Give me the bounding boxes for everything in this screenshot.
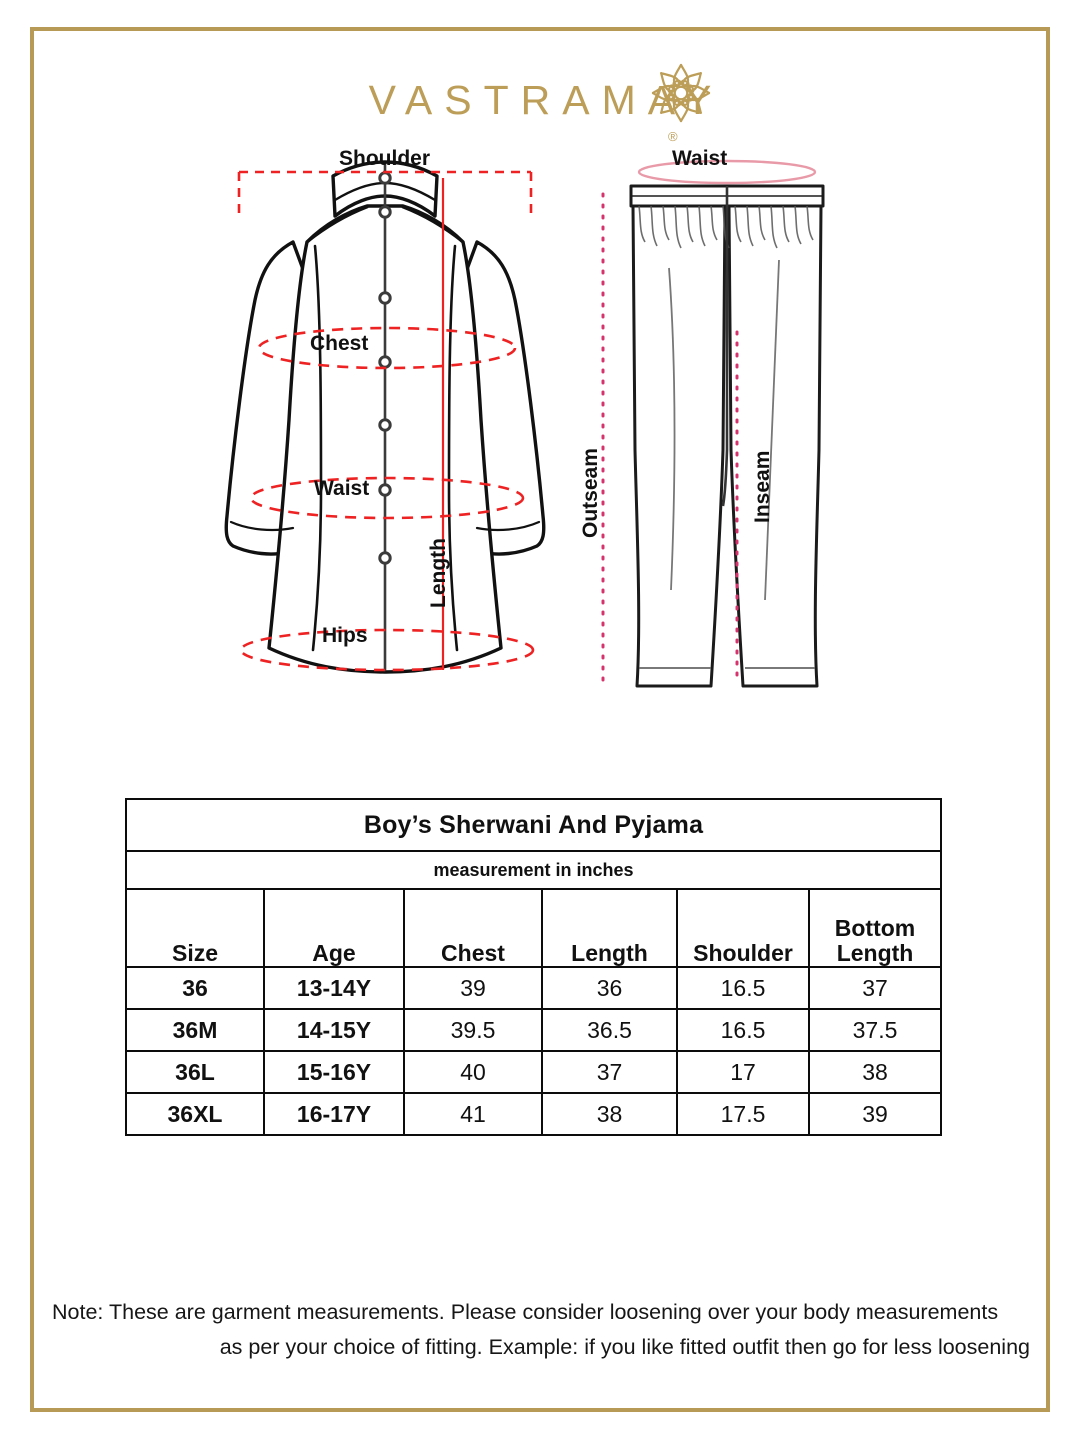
cell-bottom-length: 37 — [809, 967, 941, 1009]
label-outseam: Outseam — [579, 448, 602, 538]
table-row — [126, 1093, 941, 1135]
cell-chest: 39.5 — [404, 1009, 542, 1051]
cell-length: 37 — [542, 1051, 677, 1093]
table-row — [126, 1051, 941, 1093]
size-chart-table — [125, 798, 942, 1136]
column-header-shoulder: Shoulder — [677, 889, 809, 967]
label-shoulder: Shoulder — [339, 147, 431, 170]
label-hips: Hips — [322, 624, 368, 647]
cell-chest: 40 — [404, 1051, 542, 1093]
cell-age: 14-15Y — [264, 1009, 404, 1051]
label-chest: Chest — [310, 332, 369, 355]
cell-shoulder: 16.5 — [677, 1009, 809, 1051]
table-row — [126, 967, 941, 1009]
cell-age: 15-16Y — [264, 1051, 404, 1093]
cell-size: 36M — [126, 1009, 264, 1051]
cell-length: 36.5 — [542, 1009, 677, 1051]
size-chart-table-container — [125, 798, 940, 1136]
cell-shoulder: 17.5 — [677, 1093, 809, 1135]
cell-bottom-length: 39 — [809, 1093, 941, 1135]
cell-chest: 39 — [404, 967, 542, 1009]
label-inseam: Inseam — [751, 450, 774, 523]
cell-chest: 41 — [404, 1093, 542, 1135]
cell-shoulder: 17 — [677, 1051, 809, 1093]
brand-wordmark: VASTRAMAY — [368, 77, 724, 123]
cell-age: 13-14Y — [264, 967, 404, 1009]
column-header-bottom-length — [809, 889, 941, 967]
column-header-bottom-length-line2: Length — [836, 940, 914, 967]
measurement-note-line1: Note: These are garment measurements. Please consider loosening over your body measurements — [52, 1300, 999, 1324]
sherwani-technical-drawing — [175, 147, 595, 730]
table-row — [126, 1009, 941, 1051]
cell-length: 38 — [542, 1093, 677, 1135]
cell-bottom-length: 37.5 — [809, 1009, 941, 1051]
column-header-size: Size — [126, 889, 264, 967]
column-header-age: Age — [264, 889, 404, 967]
label-pyjama-waist: Waist — [672, 147, 728, 170]
pyjama-technical-drawing — [565, 147, 895, 730]
column-header-length: Length — [542, 889, 677, 967]
cell-shoulder: 16.5 — [677, 967, 809, 1009]
table-title-row — [126, 799, 941, 851]
cell-size: 36 — [126, 967, 264, 1009]
garment-illustrations — [0, 140, 1080, 740]
column-header-bottom-length-line1: Bottom — [834, 915, 916, 942]
cell-length: 36 — [542, 967, 677, 1009]
table-unit-row — [126, 851, 941, 889]
cell-size: 36XL — [126, 1093, 264, 1135]
cell-size: 36L — [126, 1051, 264, 1093]
cell-age: 16-17Y — [264, 1093, 404, 1135]
measurement-note — [52, 1295, 1030, 1365]
label-length: Length — [427, 538, 450, 608]
registered-trademark-symbol: ® — [668, 129, 678, 144]
table-header-row — [126, 889, 941, 967]
label-waist: Waist — [314, 477, 370, 500]
measurement-note-line2: as per your choice of fitting. Example: if you like fitted outfit then go for less loosening — [219, 1334, 1030, 1359]
column-header-chest: Chest — [404, 889, 542, 967]
brand-logo — [0, 28, 1080, 144]
table-title: Boy’s Sherwani And Pyjama — [126, 799, 941, 851]
cell-bottom-length: 38 — [809, 1051, 941, 1093]
measurement-unit-note: measurement in inches — [126, 851, 941, 889]
